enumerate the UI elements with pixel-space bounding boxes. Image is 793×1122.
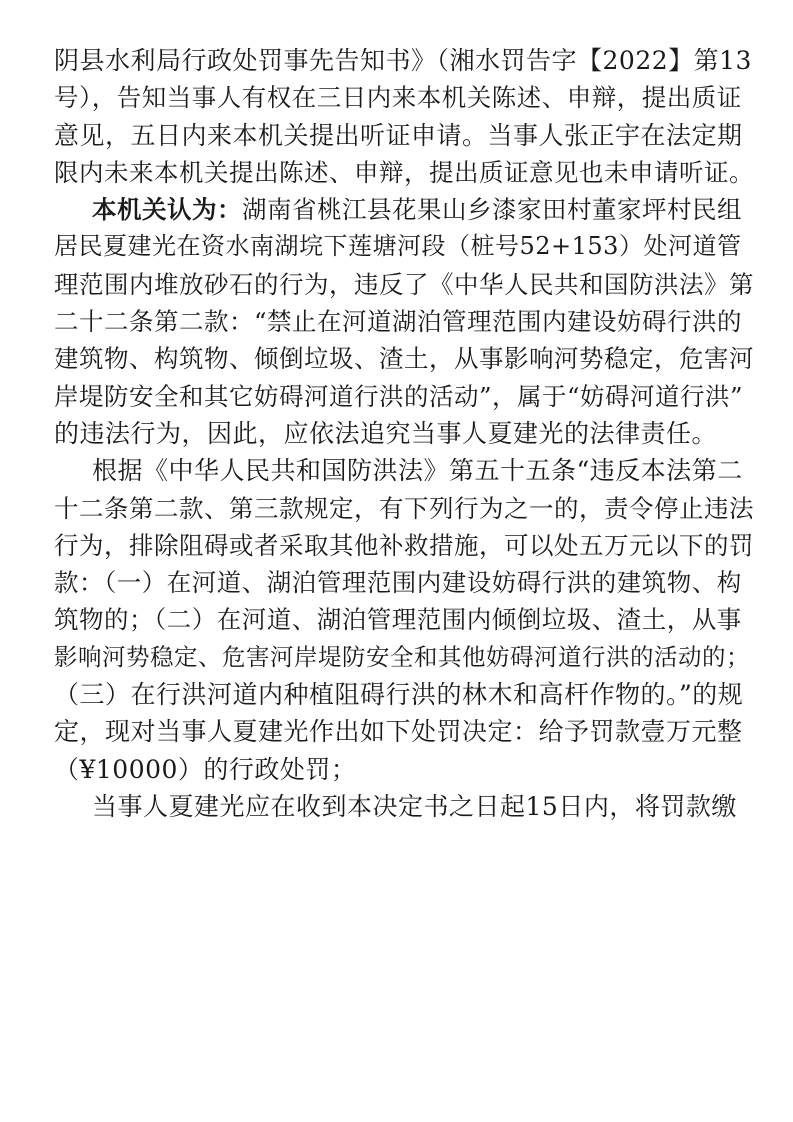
text-line xyxy=(54,191,754,228)
text-line: （三）在行洪河道内种植阻碍行洪的林木和高杆作物的。”的规 xyxy=(54,680,744,710)
text-line: 二十二条第二款：“禁止在河道湖泊管理范围内建设妨碍行洪的 xyxy=(54,307,743,337)
text-line: （¥10000）的行政处罚； xyxy=(54,754,357,784)
document-body xyxy=(54,42,754,825)
text-line: 限内未来本机关提出陈述、申辩，提出质证意见也未申请听证。 xyxy=(54,157,754,187)
text-line: 十二条第二款、第三款规定，有下列行为之一的，责令停止违法 xyxy=(54,493,754,523)
text-line: 影响河势稳定、危害河岸堤防安全和其他妨碍河道行洪的活动的； xyxy=(54,642,750,671)
text-line: 理范围内堆放砂石的行为，违反了《中华人民共和国防洪法》第 xyxy=(54,269,754,299)
text-line: 当事人夏建光应在收到本决定书之日起15日内，将罚款缴 xyxy=(92,791,737,821)
text-line: 定，现对当事人夏建光作出如下处罚决定：给予罚款壹万元整 xyxy=(54,717,743,747)
text-line: 的违法行为，因此，应依法追究当事人夏建光的法律责任。 xyxy=(54,418,718,448)
text-line: 岸堤防安全和其它妨碍河道行洪的活动”，属于“妨碍河道行洪” xyxy=(54,381,744,411)
text-line: 意见，五日内来本机关提出听证申请。当事人张正宇在法定期 xyxy=(54,120,743,150)
text-line: 根据《中华人民共和国防洪法》第五十五条“违反本法第二 xyxy=(92,456,743,486)
text-line: 款：（一）在河道、湖泊管理范围内建设妨碍行洪的建筑物、构 xyxy=(54,568,742,598)
text-line: 居民夏建光在资水南湖垸下莲塘河段（桩号52+153）处河道管 xyxy=(54,232,742,261)
text-line: 筑物的；（二）在河道、湖泊管理范围内倾倒垃圾、渣土，从事 xyxy=(54,605,742,635)
text-line-rest: 湖南省桃江县花果山乡漆家田村董家坪村民组 xyxy=(242,195,742,225)
text-line: 行为，排除阻碍或者采取其他补救措施，可以处五万元以下的罚 xyxy=(54,530,754,560)
text-line: 建筑物、构筑物、倾倒垃圾、渣土，从事影响河势稳定，危害河 xyxy=(54,344,754,374)
text-line: 阴县水利局行政处罚事先告知书》（湘水罚告字【2022】第13 xyxy=(54,46,752,75)
lead-label: 本机关认为： xyxy=(92,195,242,225)
text-line: 号），告知当事人有权在三日内来本机关陈述、申辩，提出质证 xyxy=(54,83,742,113)
